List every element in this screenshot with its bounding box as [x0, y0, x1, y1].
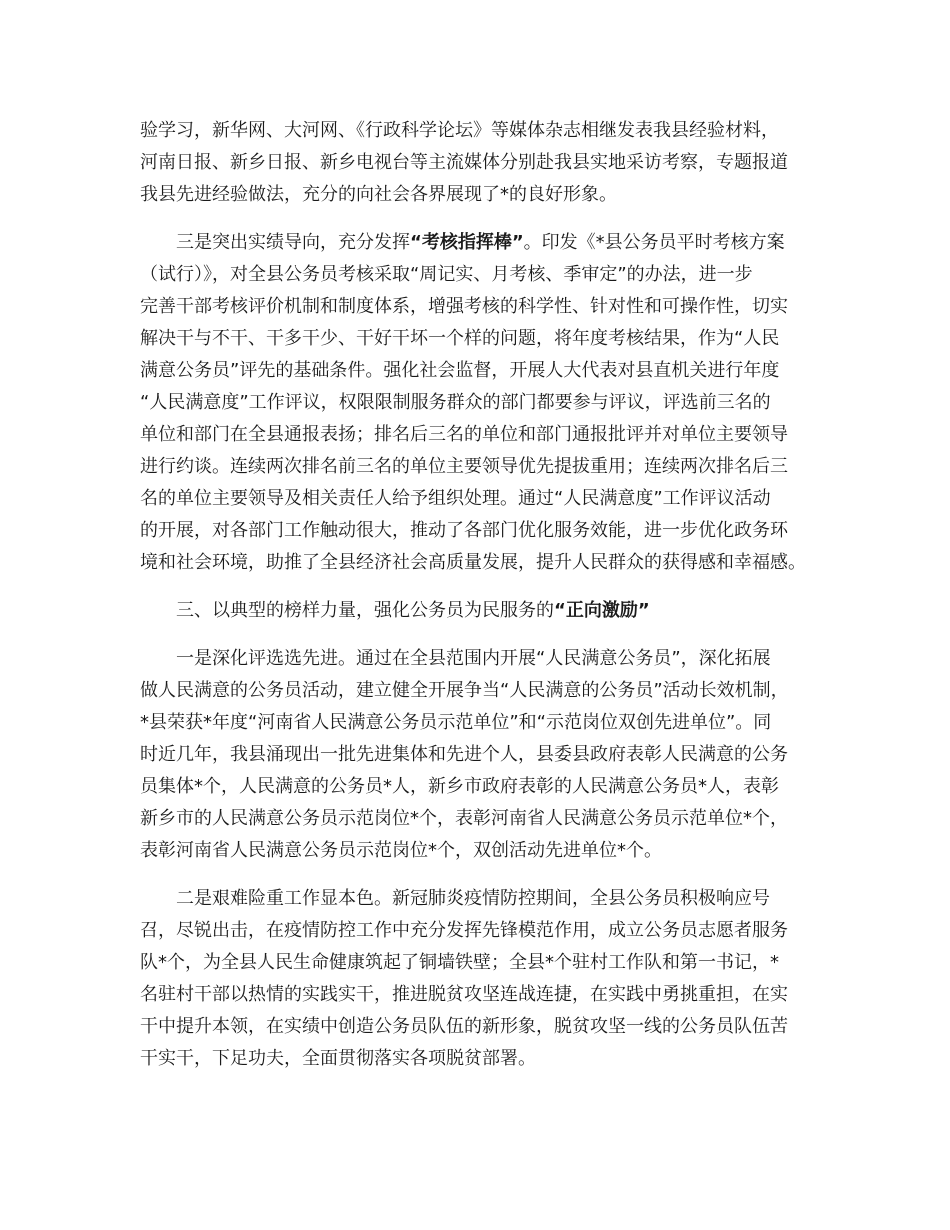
text-line: 时近几年，我县涌现出一批先进集体和先进个人，县委县政府表彰人民满意的公务: [140, 744, 788, 765]
text-line: 名驻村干部以热情的实践实干，推进脱贫攻坚连战连捷，在实践中勇挑重担，在实: [140, 984, 788, 1005]
text-line: 的开展，对各部门工作触动很大，推动了各部门优化服务效能，进一步优化政务环: [140, 520, 788, 541]
text-line: 验学习，新华网、大河网、《行政科学论坛》等媒体杂志相继发表我县经验材料，: [140, 120, 779, 141]
text-line: 二是艰难险重工作显本色。新冠肺炎疫情防控期间，全县公务员积极响应号: [176, 888, 770, 909]
text-line: 一是深化评选选先进。通过在全县范围内开展“人民满意公务员”，深化拓展: [176, 648, 771, 669]
section-heading: [176, 598, 650, 624]
bold-phrase: “正向激励”: [554, 600, 650, 621]
text-line: 表彰河南省人民满意公务员示范岗位*个，双创活动先进单位*个。: [140, 840, 662, 861]
heading-text: 三、以典型的榜样力量，强化公务员为民服务的: [176, 600, 554, 621]
text-line: 单位和部门在全县通报表扬；排名后三名的单位和部门通报批评并对单位主要领导: [140, 424, 788, 445]
line-text: 。印发《*县公务员平时考核方案: [523, 232, 785, 253]
line-text: 三是突出实绩导向，充分发挥: [176, 232, 410, 253]
text-line: *县荣获*年度“河南省人民满意公务员示范单位”和“示范岗位双创先进单位”。同: [140, 712, 772, 733]
text-line: 队*个，为全县人民生命健康筑起了铜墙铁壁；全县*个驻村工作队和第一书记，*: [140, 952, 779, 973]
text-line: 境和社会环境，助推了全县经济社会高质量发展，提升人民群众的获得感和幸福感。: [140, 552, 806, 573]
text-line: [176, 230, 785, 256]
text-line: 进行约谈。连续两次排名前三名的单位主要领导优先提拔重用；连续两次排名后三: [140, 456, 788, 477]
text-line: （试行）》，对全县公务员考核采取“周记实、月考核、季审定”的办法，进一步: [140, 264, 753, 285]
text-line: 满意公务员”评先的基础条件。强化社会监督，开展人大代表对县直机关进行年度: [140, 360, 780, 381]
text-line: 河南日报、新乡日报、新乡电视台等主流媒体分别赴我县实地采访考察，专题报道: [140, 152, 788, 173]
text-line: 干实干，下足功夫，全面贯彻落实各项脱贫部署。: [140, 1048, 536, 1069]
text-line: 名的单位主要领导及相关责任人给予组织处理。通过“人民满意度”工作评议活动: [140, 488, 771, 509]
text-line: 做人民满意的公务员活动，建立健全开展争当“人民满意的公务员”活动长效机制，: [140, 680, 789, 701]
text-line: 新乡市的人民满意公务员示范岗位*个，表彰河南省人民满意公务员示范单位*个，: [140, 808, 788, 829]
bold-phrase: “考核指挥棒”: [410, 232, 524, 253]
text-line: “人民满意度”工作评议，权限限制服务群众的部门都要参与评议，评选前三名的: [140, 392, 771, 413]
text-line: 完善干部考核评价机制和制度体系，增强考核的科学性、针对性和可操作性，切实: [140, 296, 788, 317]
text-line: 干中提升本领，在实绩中创造公务员队伍的新形象，脱贫攻坚一线的公务员队伍苦: [140, 1016, 788, 1037]
text-line: 解决干与不干、干多干少、干好干坏一个样的问题，将年度考核结果，作为“人民: [140, 328, 780, 349]
text-line: 我县先进经验做法，充分的向社会各界展现了*的良好形象。: [140, 184, 617, 205]
text-line: 员集体*个，人民满意的公务员*人，新乡市政府表彰的人民满意公务员*人，表彰: [140, 776, 779, 797]
text-line: 召，尽锐出击，在疫情防控工作中充分发挥先锋模范作用，成立公务员志愿者服务: [140, 920, 788, 941]
